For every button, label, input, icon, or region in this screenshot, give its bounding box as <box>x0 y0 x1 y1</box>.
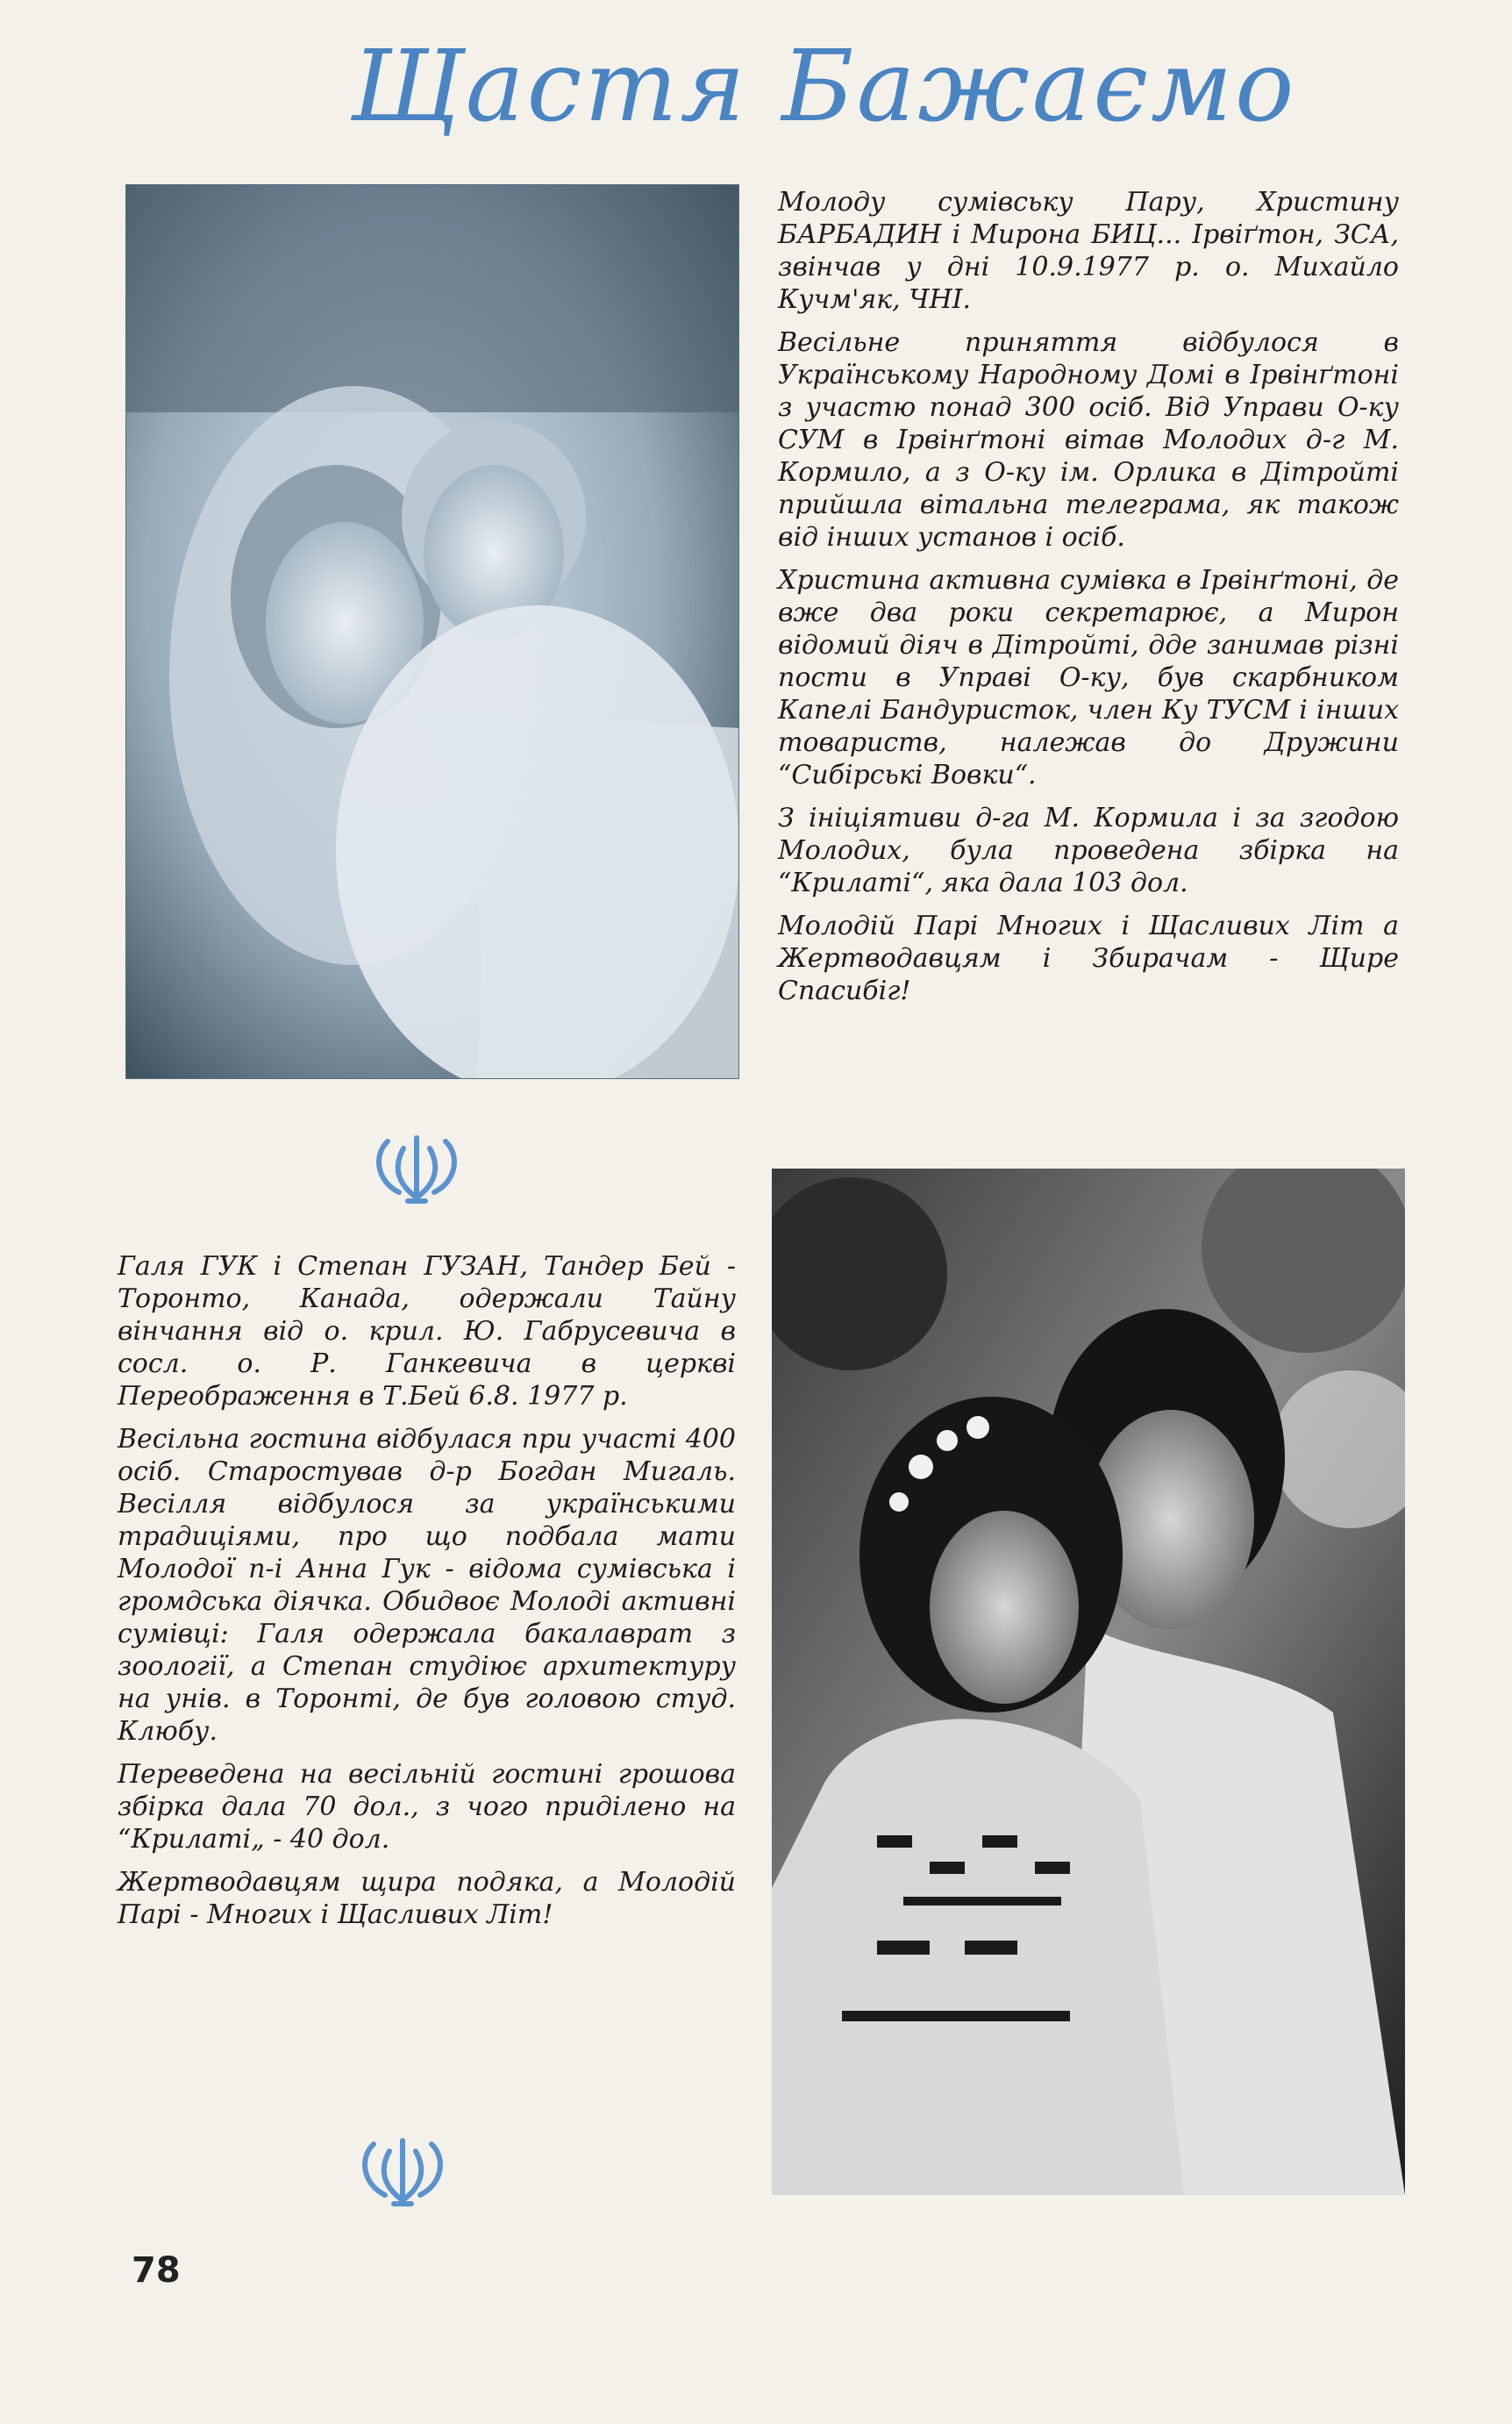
article-paragraph: Молодій Парі Многих і Щасливих Літ а Жертводавцям і Збирачам - Щире Спасибіг! <box>778 911 1399 1006</box>
article-paragraph: Молоду сумівську Пару, Христину БАРБАДИН і Мирона БИЦ... Ірвіґтон, ЗСА, звінчав у дні 10.9.1977 р. о. Михайло Кучм'як, ЧНІ. <box>778 187 1399 315</box>
article-barbadyn-bytsa <box>778 186 1399 1018</box>
article-paragraph: Христина активна сумівка в Ірвінґтоні, де вже два роки секретарює, а Мирон відомий діяч в Дітройті, дде занимав різні пости в Управі О-ку, був скарбником Капелі Бандуристок, член Ку ТУСМ і інших товариств, належав до Дружини “Сибірські Вовки“. <box>778 565 1399 790</box>
wedding-photo-couple-2 <box>772 1169 1405 2195</box>
page-number: 78 <box>132 2250 181 2291</box>
article-paragraph: Переведена на весільній гостині грошова збірка дала 70 дол., з чого приділено на “Крилаті„ - 40 дол. <box>118 1759 736 1855</box>
tryzub-ornament-icon <box>368 1129 465 1208</box>
article-paragraph: З ініціятиви д-га М. Кормила і за згодою Молодих, була проведена збірка на “Крилаті“, яка дала 103 дол. <box>778 803 1399 898</box>
tryzub-ornament-icon <box>354 2132 451 2211</box>
page-title: Щастя Бажаємо <box>351 30 1297 144</box>
wedding-photo-couple-1 <box>125 184 739 1079</box>
article-paragraph: Весільне приняття відбулося в Українському Народному Домі в Ірвінґтоні з участю понад 300 осіб. Від Управи О-ку СУМ в Ірвінґтоні вітав Молодих д-г М. Кормило, а з О-ку ім. Орлика в Дітройті прийшла вітальна телеграма, як також від інших установ і осіб. <box>778 327 1399 553</box>
article-paragraph: Галя ГУК і Степан ГУЗАН, Тандер Бей - Торонто, Канада, одержали Тайну вінчання від о. крил. Ю. Габрусевича в сосл. о. Р. Ганкевича в церкві Переображення в Т.Бей 6.8. 1977 р. <box>118 1251 736 1412</box>
article-paragraph: Жертводавцям щира подяка, а Молодій Парі - Многих і Щасливих Літ! <box>118 1867 736 1930</box>
article-paragraph: Весільна гостина відбулася при участі 400 осіб. Старостував д-р Богдан Мигаль. Весілля відбулося за українськими традиціями, про що подбала мати Молодої п-і Анна Гук - відома сумівська і громдська діячка. Обидвоє Молоді активні сумівці: Галя одержала бакалаврат з зоології, а Степан студіює архитектуру на унів. в Торонті, де був головою студ. Клюбу. <box>118 1424 736 1747</box>
article-huk-huzan <box>118 1250 736 1941</box>
